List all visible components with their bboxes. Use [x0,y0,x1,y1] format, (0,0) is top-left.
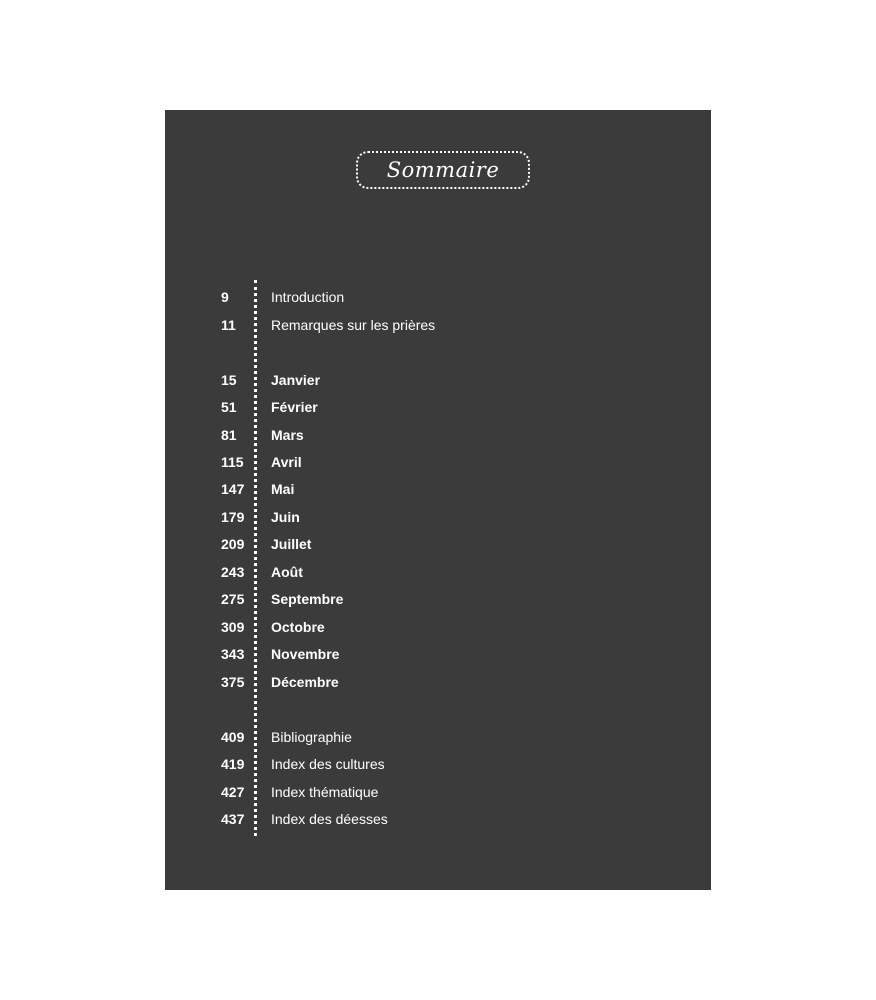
toc-row-index-deesses [165,808,711,830]
book-page [165,110,711,890]
toc-entry-label: Avril [271,454,302,470]
page-title: Sommaire [386,158,500,182]
toc-page-number: 9 [221,289,229,305]
toc-row-index-cultures [165,753,711,775]
toc-entry-label: Index thématique [271,784,379,800]
toc-page-number: 179 [221,509,245,525]
toc-page-number: 15 [221,372,237,388]
toc-page-number: 343 [221,646,245,662]
toc-row-aout [165,561,711,583]
toc-entry-label: Introduction [271,289,345,305]
title-frame [356,151,530,189]
toc-page-number: 275 [221,591,245,607]
toc-entry-label: Index des cultures [271,756,385,772]
toc-entry-label: Novembre [271,646,340,662]
toc-row-bibliographie [165,726,711,748]
toc-entry-label: Mars [271,427,304,443]
toc-entry-label: Bibliographie [271,729,352,745]
toc-row-mars [165,424,711,446]
toc-row-mai [165,478,711,500]
toc-page-number: 81 [221,427,237,443]
toc-entry-label: Août [271,564,303,580]
toc-entry-label: Index des déesses [271,811,388,827]
toc-page-number: 147 [221,481,245,497]
toc-page-number: 419 [221,756,245,772]
toc-page-number: 375 [221,674,245,690]
toc-entry-label: Janvier [271,372,321,388]
toc-row-decembre [165,671,711,693]
toc-page-number: 409 [221,729,245,745]
toc-entry-label: Septembre [271,591,344,607]
toc-entry-label: Mai [271,481,295,497]
toc-entry-label: Juillet [271,536,312,552]
toc-row-fevrier [165,396,711,418]
toc-page-number: 51 [221,399,237,415]
toc-entry-label: Février [271,399,318,415]
toc-row-novembre [165,643,711,665]
toc-page-number: 427 [221,784,245,800]
toc-row-octobre [165,616,711,638]
toc-row-introduction [165,286,711,308]
toc-entry-label: Octobre [271,619,325,635]
toc-row-juillet [165,533,711,555]
toc-row-septembre [165,588,711,610]
toc-entry-label: Décembre [271,674,339,690]
toc-page-number: 243 [221,564,245,580]
toc-row-janvier [165,369,711,391]
toc-row-index-thematique [165,781,711,803]
toc-entry-label: Remarques sur les prières [271,317,436,333]
toc-page-number: 11 [221,317,236,333]
toc-page-number: 309 [221,619,245,635]
toc-page-number: 437 [221,811,245,827]
toc-page-number: 115 [221,454,244,470]
toc-entry-label: Juin [271,509,300,525]
toc-row-remarques [165,314,711,336]
toc-page-number: 209 [221,536,245,552]
toc-row-avril [165,451,711,473]
toc-row-juin [165,506,711,528]
